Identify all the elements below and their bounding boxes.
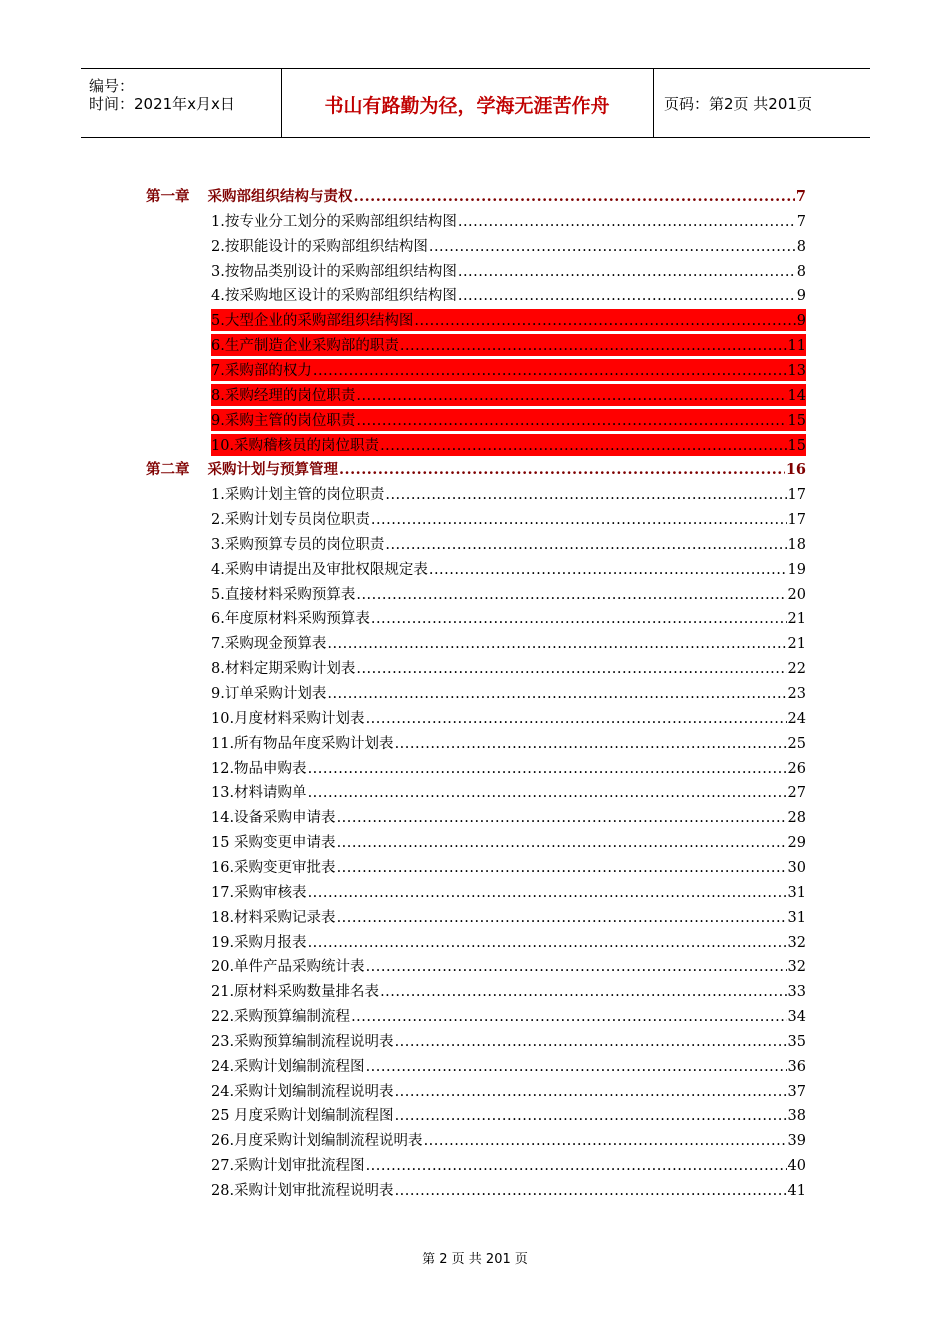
toc-entry[interactable] [211, 508, 806, 530]
toc-chapter-number: 第二章 [146, 461, 190, 479]
toc-page-number: 27 [787, 785, 806, 802]
toc-page-number: 37 [787, 1083, 806, 1100]
toc-entry-title: 16.采购变更审批表 [211, 859, 336, 876]
toc-entry-title: 5.直接材料采购预算表 [211, 586, 356, 603]
toc-leader-dots [313, 363, 787, 379]
toc-page-number: 23 [787, 686, 806, 702]
doc-number-label: 编号： [89, 77, 135, 95]
toc-leader-dots [308, 935, 787, 951]
toc-entry-title: 27.采购计划审批流程图 [211, 1158, 365, 1175]
toc-page-number: 15 [787, 437, 806, 454]
toc-chapter-number: 第一章 [146, 188, 190, 205]
toc-page-number: 35 [787, 1033, 806, 1050]
toc-entry-title: 4.采购申请提出及审批权限规定表 [211, 561, 428, 578]
toc-leader-dots [380, 438, 786, 454]
toc-leader-dots [429, 239, 796, 255]
toc-page-number: 7 [796, 213, 806, 230]
toc-entry-title: 1.按专业分工划分的采购部组织结构图 [211, 213, 457, 230]
toc-page-number: 22 [787, 661, 806, 678]
toc-entry[interactable] [211, 210, 806, 232]
toc-page-number: 39 [787, 1133, 806, 1150]
toc-entry-title: 6.生产制造企业采购部的职责 [211, 338, 399, 355]
toc-entry-title: 24.采购计划编制流程说明表 [211, 1083, 394, 1100]
header-motto: 书山有路勤为径，学海无涯苦作舟 [324, 95, 610, 117]
toc-entry-title: 25 月度采购计划编制流程图 [211, 1108, 394, 1125]
toc-page-number: 32 [787, 934, 806, 951]
toc-page-number: 26 [787, 760, 806, 777]
toc-page-number: 38 [787, 1108, 806, 1125]
toc-entry[interactable] [211, 1129, 806, 1151]
toc-leader-dots [366, 1158, 787, 1174]
toc-page-number: 31 [787, 909, 806, 926]
toc-entry[interactable] [211, 1154, 806, 1176]
toc-leader-dots [429, 562, 787, 578]
toc-entry-title: 12.物品申购表 [211, 760, 307, 777]
toc-leader-dots [414, 313, 795, 329]
toc-page-number: 8 [796, 238, 806, 255]
toc-leader-dots [339, 461, 785, 478]
toc-entry[interactable] [211, 533, 806, 555]
toc-entry[interactable] [211, 632, 806, 654]
toc-page-number: 8 [796, 263, 806, 280]
toc-page-number: 41 [787, 1183, 806, 1199]
toc-entry[interactable] [211, 235, 806, 257]
toc-entry[interactable] [211, 558, 806, 580]
toc-leader-dots [458, 264, 796, 280]
toc-entry-title: 14.设备采购申请表 [211, 810, 336, 827]
header-page-cell [654, 69, 870, 137]
toc-entry-title: 21.原材料采购数量排名表 [211, 984, 380, 1001]
toc-page-number: 21 [787, 636, 806, 653]
toc-leader-dots [337, 910, 787, 926]
toc-leader-dots [366, 711, 787, 727]
toc-entry[interactable] [211, 781, 806, 803]
toc-entry[interactable] [211, 583, 806, 605]
toc-entry[interactable] [211, 384, 806, 406]
toc-page-number: 33 [787, 984, 806, 1001]
toc-page-number: 9 [796, 313, 806, 330]
toc-entry[interactable] [211, 1005, 806, 1027]
toc-entry-title: 10.月度材料采购计划表 [211, 710, 365, 727]
toc-entry[interactable] [211, 607, 806, 629]
toc-chapter-entry[interactable] [146, 458, 806, 480]
toc-entry[interactable] [211, 980, 806, 1002]
toc-page-number: 25 [787, 735, 806, 752]
toc-leader-dots [327, 686, 786, 702]
toc-leader-dots [395, 1084, 787, 1100]
toc-entry[interactable] [211, 881, 806, 903]
toc-entry[interactable] [211, 483, 806, 505]
toc-entry-title: 3.采购预算专员的岗位职责 [211, 536, 385, 553]
toc-leader-dots [356, 388, 786, 404]
toc-entry[interactable] [211, 707, 806, 729]
toc-entry-title: 19.采购月报表 [211, 934, 307, 951]
toc-leader-dots [395, 1034, 787, 1050]
toc-leader-dots [366, 959, 787, 975]
toc-leader-dots [424, 1133, 787, 1149]
toc-leader-dots [354, 188, 795, 205]
toc-leader-dots [371, 512, 787, 528]
toc-leader-dots [395, 736, 787, 752]
toc-leader-dots [371, 611, 787, 627]
toc-page-number: 34 [787, 1009, 806, 1026]
toc-entry[interactable] [211, 682, 806, 704]
toc-leader-dots [337, 835, 787, 851]
toc-page-number: 21 [787, 611, 806, 628]
toc-entry-title: 6.年度原材料采购预算表 [211, 611, 370, 628]
toc-entry[interactable] [211, 931, 806, 953]
page-header [81, 68, 870, 138]
toc-entry-title: 10.采购稽核员的岗位职责 [211, 437, 380, 454]
toc-page-number: 16 [785, 461, 806, 479]
toc-page-number: 17 [787, 487, 806, 504]
toc-entry[interactable] [211, 906, 806, 928]
toc-entry-title: 23.采购预算编制流程说明表 [211, 1033, 394, 1050]
toc-leader-dots [356, 587, 786, 603]
toc-page-number: 11 [787, 338, 806, 355]
toc-page-number: 32 [787, 959, 806, 976]
toc-page-number: 14 [787, 387, 806, 404]
toc-entry-title: 15 采购变更申请表 [211, 835, 336, 852]
toc-page-number: 40 [787, 1158, 806, 1175]
toc-leader-dots [380, 984, 786, 1000]
toc-entry-title: 采购计划与预算管理 [207, 461, 338, 479]
toc-entry[interactable] [211, 359, 806, 381]
toc-entry[interactable] [211, 284, 806, 306]
toc-entry[interactable] [211, 757, 806, 779]
toc-page-number: 15 [787, 412, 806, 429]
toc-entry[interactable] [211, 1055, 806, 1077]
toc-entry-title: 9.采购主管的岗位职责 [211, 412, 356, 429]
toc-entry[interactable] [211, 831, 806, 853]
toc-page-number: 9 [796, 288, 806, 305]
toc-entry-title: 3.按物品类别设计的采购部组织结构图 [211, 263, 457, 280]
toc-entry[interactable] [211, 1104, 806, 1126]
toc-entry-title: 2.采购计划专员岗位职责 [211, 512, 370, 529]
toc-leader-dots [327, 636, 786, 652]
toc-leader-dots [308, 885, 787, 901]
toc-page-number: 31 [787, 884, 806, 901]
header-page-code: 页码：第2页 共201页 [664, 95, 812, 113]
toc-leader-dots [458, 214, 796, 230]
toc-page-number: 36 [787, 1058, 806, 1075]
toc-leader-dots [395, 1183, 787, 1199]
toc-entry[interactable] [211, 657, 806, 679]
toc-entry-title: 22.采购预算编制流程 [211, 1009, 351, 1026]
toc-entry[interactable] [211, 732, 806, 754]
toc-page-number: 24 [787, 710, 806, 727]
toc-page-number: 29 [787, 835, 806, 852]
toc-page-number: 17 [787, 512, 806, 529]
toc-page-number: 20 [787, 586, 806, 603]
doc-time-label: 时间：2021年x月x日 [89, 95, 235, 113]
toc-page-number: 28 [787, 810, 806, 827]
toc-leader-dots [458, 288, 796, 304]
toc-entry-title: 1.采购计划主管的岗位职责 [211, 487, 385, 504]
toc-entry-title: 26.月度采购计划编制流程说明表 [211, 1133, 423, 1150]
toc-leader-dots [385, 487, 786, 503]
toc-leader-dots [395, 1108, 787, 1124]
toc-entry-title: 18.材料采购记录表 [211, 909, 336, 926]
toc-leader-dots [308, 785, 787, 801]
header-motto-cell [281, 69, 654, 137]
toc-leader-dots [308, 761, 787, 777]
toc-entry[interactable] [211, 1179, 806, 1201]
header-info-cell [81, 69, 282, 137]
toc-page-number: 19 [787, 561, 806, 578]
toc-leader-dots [337, 860, 787, 876]
toc-entry[interactable] [211, 856, 806, 878]
toc-entry[interactable] [211, 1080, 806, 1102]
toc-entry-title: 2.按职能设计的采购部组织结构图 [211, 238, 428, 255]
toc-entry-title: 5.大型企业的采购部组织结构图 [211, 313, 414, 330]
toc-entry-title: 24.采购计划编制流程图 [211, 1058, 365, 1075]
toc-chapter-entry[interactable] [146, 185, 806, 207]
toc-entry[interactable] [211, 955, 806, 977]
toc-entry-title: 17.采购审核表 [211, 884, 307, 901]
toc-entry[interactable] [211, 806, 806, 828]
toc-entry-title: 13.材料请购单 [211, 785, 307, 802]
toc-entry-title: 28.采购计划审批流程说明表 [211, 1183, 394, 1199]
toc-entry-title: 8.采购经理的岗位职责 [211, 387, 356, 404]
toc-page-number: 13 [787, 362, 806, 379]
toc-entry-title: 20.单件产品采购统计表 [211, 959, 365, 976]
toc-leader-dots [356, 413, 786, 429]
toc-page-number: 30 [787, 859, 806, 876]
toc-entry-title: 11.所有物品年度采购计划表 [211, 735, 394, 752]
toc-page-number: 7 [795, 188, 806, 205]
toc-entry[interactable] [211, 260, 806, 282]
toc-leader-dots [385, 537, 786, 553]
toc-entry[interactable] [211, 434, 806, 456]
toc-entry[interactable] [211, 1030, 806, 1052]
toc-leader-dots [356, 661, 786, 677]
toc-leader-dots [351, 1009, 786, 1025]
toc-leader-dots [337, 810, 787, 826]
toc-page-number: 18 [787, 536, 806, 553]
toc-entry-title: 采购部组织结构与责权 [207, 188, 353, 205]
toc-entry-title: 8.材料定期采购计划表 [211, 661, 356, 678]
toc-entry-title: 9.订单采购计划表 [211, 686, 327, 702]
toc-entry[interactable] [211, 309, 806, 331]
toc-entry-title: 4.按采购地区设计的采购部组织结构图 [211, 288, 457, 305]
toc-entry-title: 7.采购现金预算表 [211, 636, 327, 653]
page-footer: 第 2 页 共 201 页 [422, 1252, 528, 1267]
toc-entry-title: 7.采购部的权力 [211, 362, 312, 379]
toc-leader-dots [400, 338, 787, 354]
toc-entry[interactable] [211, 334, 806, 356]
toc-entry[interactable] [211, 409, 806, 431]
toc-leader-dots [366, 1059, 787, 1075]
